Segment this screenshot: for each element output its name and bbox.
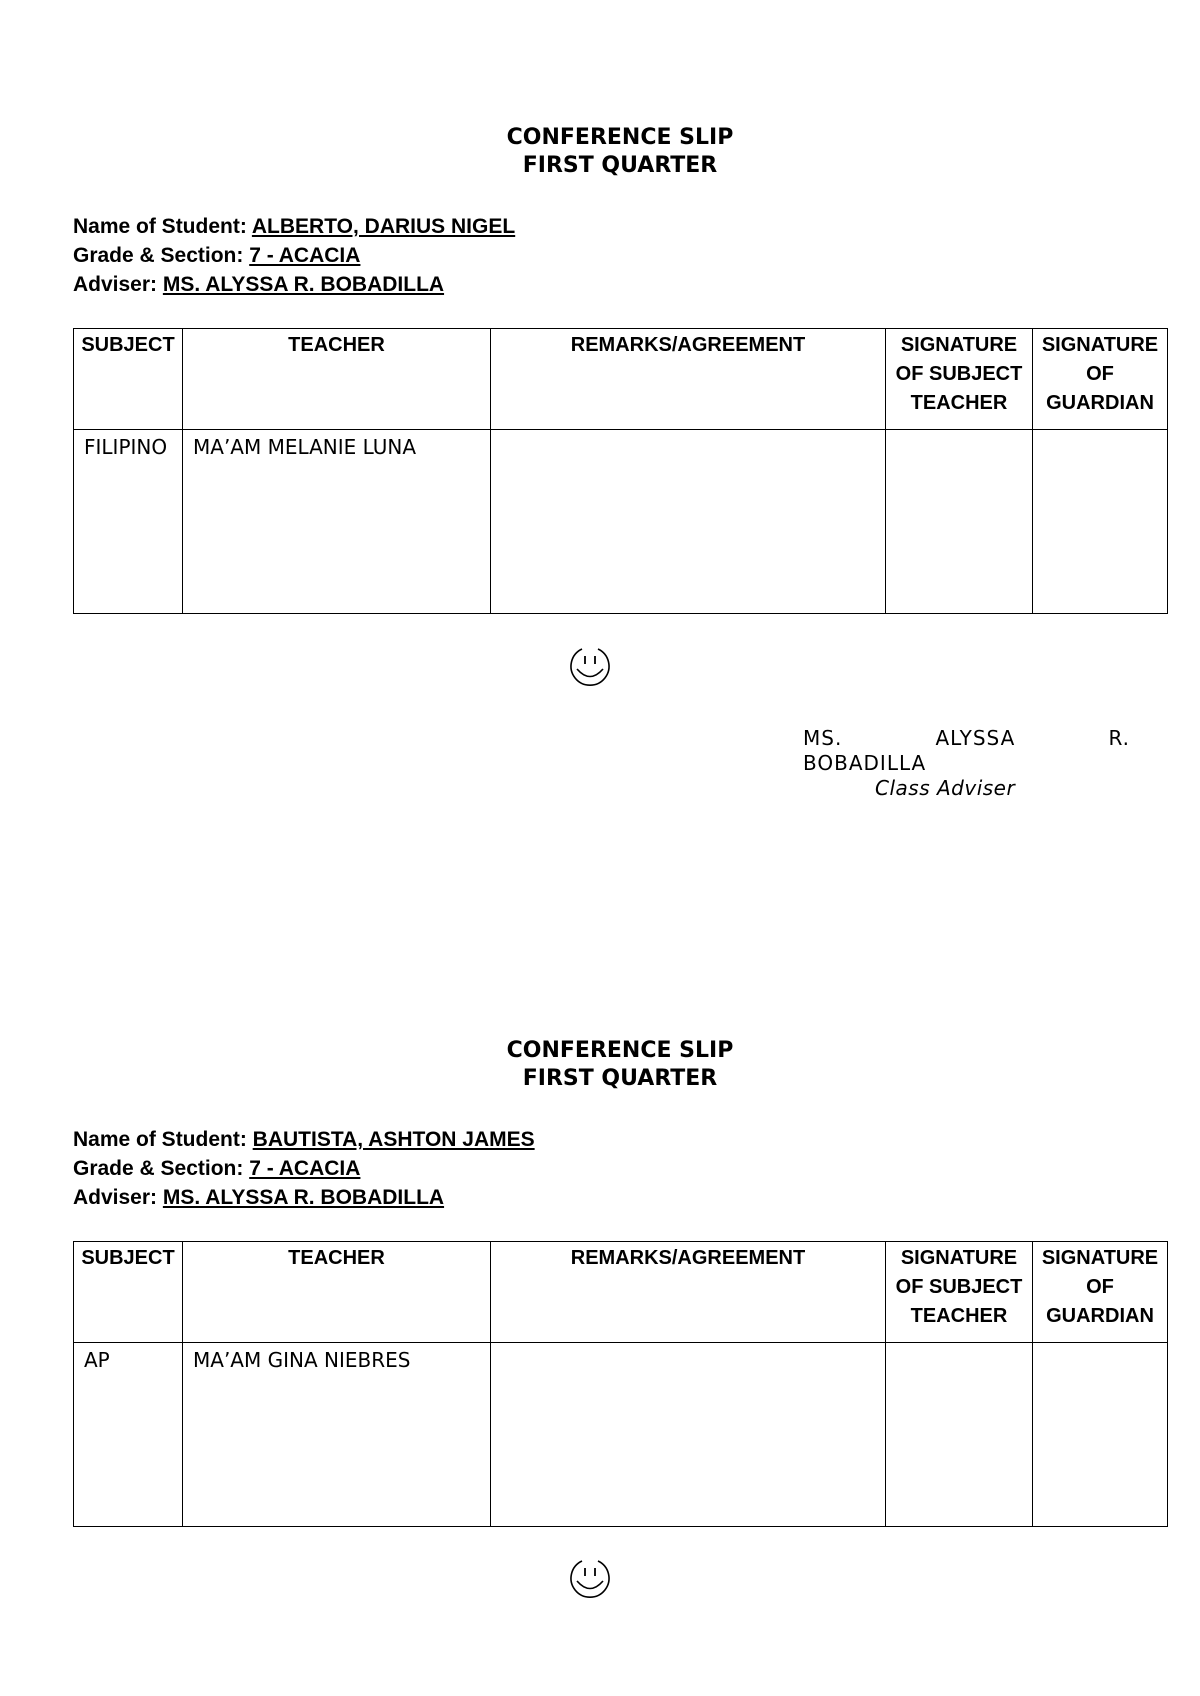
slip-subtitle: FIRST QUARTER [522, 1066, 718, 1091]
adviser-line [73, 1183, 1167, 1212]
header-subject: SUBJECT [74, 329, 183, 430]
adviser-label: Adviser: [73, 273, 163, 296]
table-header-row [74, 329, 1168, 430]
student-name-label: Name of Student: [73, 215, 252, 238]
student-info [73, 212, 1167, 299]
signature-name-word: R. [1108, 726, 1130, 750]
grade-section-label: Grade & Section: [73, 1157, 250, 1180]
student-name-value: BAUTISTA, ASHTON JAMES [252, 1128, 535, 1151]
student-name-line [73, 1125, 1167, 1154]
conference-slip-2 [73, 1037, 1167, 1527]
slip-subtitle: FIRST QUARTER [522, 153, 718, 178]
student-name-value: ALBERTO, DARIUS NIGEL [251, 215, 516, 238]
grade-section-label: Grade & Section: [73, 244, 250, 267]
cell-signature-teacher[interactable] [886, 1343, 1033, 1527]
student-name-label: Name of Student: [73, 1128, 253, 1151]
signature-name-word: ALYSSA [935, 726, 1016, 750]
slip-title: CONFERENCE SLIP [506, 125, 734, 150]
cell-signature-guardian[interactable] [1033, 430, 1168, 614]
table-header-row [74, 1242, 1168, 1343]
header-signature-guardian: SIGNATURE OF GUARDIAN [1033, 329, 1168, 430]
conference-slip-1 [73, 124, 1167, 614]
grade-section-line [73, 241, 1167, 270]
cell-subject: AP [74, 1343, 183, 1527]
cell-teacher: MA’AM GINA NIEBRES [183, 1343, 491, 1527]
conference-table [73, 328, 1168, 614]
smiley-face-icon [568, 1556, 612, 1600]
conference-table [73, 1241, 1168, 1527]
header-signature-teacher: SIGNATURE OF SUBJECT TEACHER [886, 1242, 1033, 1343]
adviser-signature-block [803, 726, 1130, 801]
header-teacher: TEACHER [183, 1242, 491, 1343]
header-remarks: REMARKS/AGREEMENT [491, 1242, 886, 1343]
slip-title: CONFERENCE SLIP [506, 1038, 734, 1063]
header-signature-guardian: SIGNATURE OF GUARDIAN [1033, 1242, 1168, 1343]
grade-section-value: 7 - ACACIA [249, 244, 361, 267]
grade-section-value: 7 - ACACIA [249, 1157, 361, 1180]
cell-teacher: MA’AM MELANIE LUNA [183, 430, 491, 614]
adviser-value: MS. ALYSSA R. BOBADILLA [162, 273, 445, 296]
header-teacher: TEACHER [183, 329, 491, 430]
signature-name-word: MS. [803, 726, 843, 750]
smiley-face-icon [568, 644, 612, 688]
student-info [73, 1125, 1167, 1212]
adviser-line [73, 270, 1167, 299]
signature-name-word: BOBADILLA [803, 751, 927, 775]
cell-remarks[interactable] [491, 1343, 886, 1527]
grade-section-line [73, 1154, 1167, 1183]
header-signature-teacher: SIGNATURE OF SUBJECT TEACHER [886, 329, 1033, 430]
adviser-role: Class Adviser [875, 776, 1016, 800]
cell-remarks[interactable] [491, 430, 886, 614]
table-row [74, 430, 1168, 614]
header-subject: SUBJECT [74, 1242, 183, 1343]
table-row [74, 1343, 1168, 1527]
header-remarks: REMARKS/AGREEMENT [491, 329, 886, 430]
adviser-signature-name [803, 726, 1130, 776]
cell-signature-guardian[interactable] [1033, 1343, 1168, 1527]
adviser-label: Adviser: [73, 1186, 163, 1209]
student-name-line [73, 212, 1167, 241]
adviser-value: MS. ALYSSA R. BOBADILLA [162, 1186, 445, 1209]
cell-signature-teacher[interactable] [886, 430, 1033, 614]
cell-subject: FILIPINO [74, 430, 183, 614]
